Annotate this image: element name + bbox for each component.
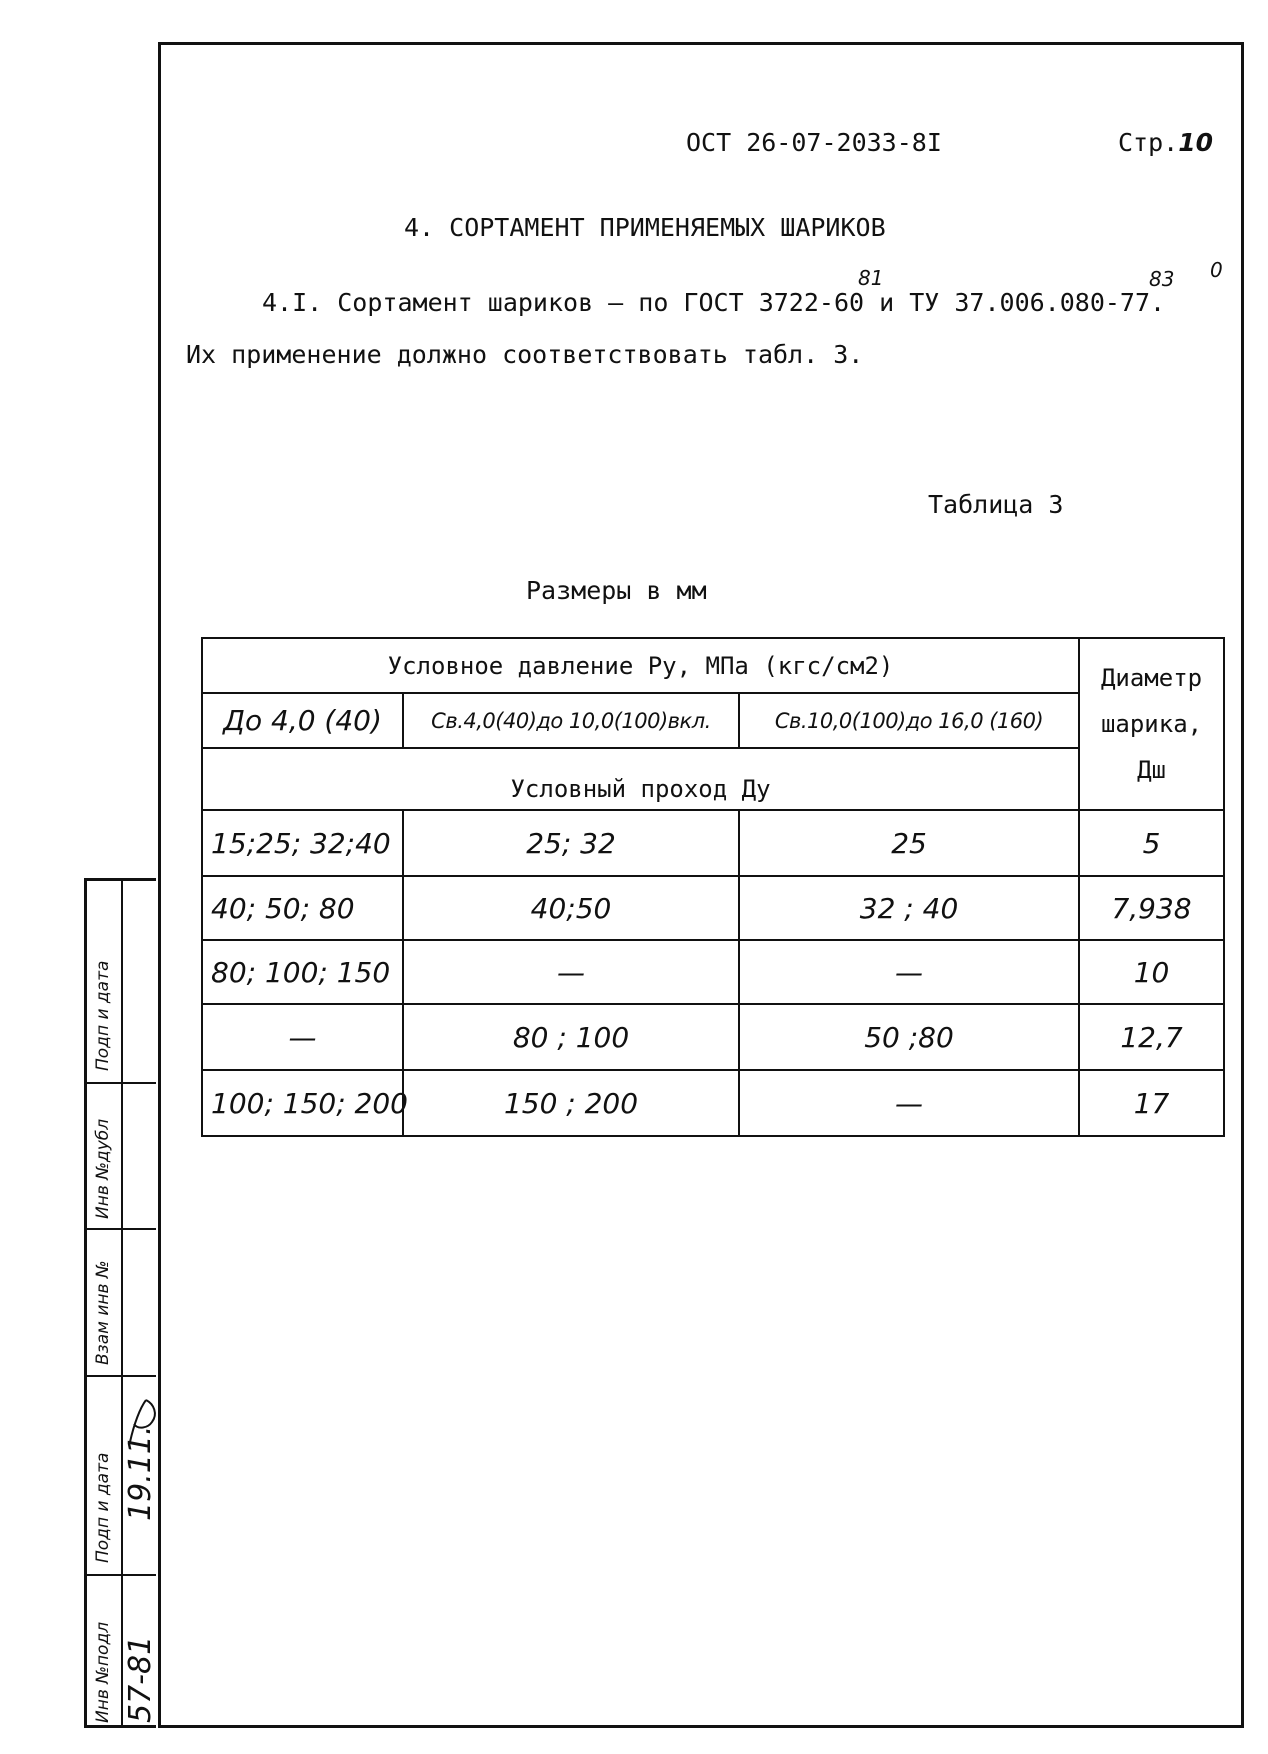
row3-col3: — [739, 940, 1079, 1004]
correction-gost-year: 81 [858, 266, 884, 290]
row2-col1: 40; 50; 80 [202, 876, 403, 940]
row1-diameter: 5 [1079, 810, 1224, 876]
table-row [202, 940, 1224, 1004]
table-units: Размеры в мм [526, 576, 707, 605]
paragraph-line-1: 4.I. Сортамент шариков – по ГОСТ 3722-60 и ТУ 37.006.080-77. [262, 288, 1166, 317]
page-number-block [1118, 128, 1213, 157]
sidebar-separator [87, 1574, 156, 1576]
header-pressure: Условное давление Ру, МПа (кгс/см2) [202, 638, 1079, 693]
sidebar-label-replace-inv: Взам инв № [93, 1260, 113, 1365]
row2-col3: 32 ; 40 [739, 876, 1079, 940]
row3-col1: 80; 100; 150 [202, 940, 403, 1004]
handwritten-date: 19.11. [123, 1425, 158, 1521]
row3-col2: — [403, 940, 739, 1004]
row2-diameter: 7,938 [1079, 876, 1224, 940]
row5-diameter: 17 [1079, 1070, 1224, 1136]
row5-col1: 100; 150; 200 [202, 1070, 403, 1136]
page-number: 10 [1178, 128, 1214, 157]
row5-col3: — [739, 1070, 1079, 1136]
sidebar-label-dup-inv: Инв №дубл [93, 1118, 113, 1219]
table-row [202, 810, 1224, 876]
row4-col2: 80 ; 100 [403, 1004, 739, 1070]
header-diameter-line3: Дш [1137, 756, 1166, 784]
pressure-range-2: Св.4,0(40)до 10,0(100)вкл. [403, 693, 739, 748]
row4-col1: — [202, 1004, 403, 1070]
row1-col3: 25 [739, 810, 1079, 876]
handwritten-inv-number: 57-81 [123, 1635, 158, 1723]
row1-col2: 25; 32 [403, 810, 739, 876]
pressure-range-1: До 4,0 (40) [202, 693, 403, 748]
header-diameter-line1: Диаметр [1100, 664, 1203, 692]
sidebar-divider [121, 881, 123, 1725]
row5-col2: 150 ; 200 [403, 1070, 739, 1136]
header-diameter-line2: шарика, [1100, 710, 1203, 738]
approval-sidebar [84, 878, 156, 1728]
sidebar-separator [87, 1082, 156, 1084]
header-diameter [1079, 638, 1224, 810]
sidebar-label-sign-date-2: Подп и дата [93, 1452, 113, 1563]
paragraph-line-2: Их применение должно соответствовать табл. 3. [186, 340, 864, 369]
row4-diameter: 12,7 [1079, 1004, 1224, 1070]
table-caption: Таблица 3 [928, 490, 1064, 519]
signature-mark [124, 1394, 164, 1450]
table-row [202, 876, 1224, 940]
sidebar-label-sign-date-1: Подп и дата [93, 960, 113, 1071]
row2-col2: 40;50 [403, 876, 739, 940]
section-title: 4. СОРТАМЕНТ ПРИМЕНЯЕМЫХ ШАРИКОВ [404, 213, 886, 242]
page-prefix: Стр. [1118, 128, 1179, 157]
table-row [202, 1070, 1224, 1136]
row1-col1: 15;25; 32;40 [202, 810, 403, 876]
row3-diameter: 10 [1079, 940, 1224, 1004]
document-code: ОСТ 26-07-2033-8I [686, 128, 942, 157]
sidebar-separator [87, 1228, 156, 1230]
header-passage: Условный проход Ду [202, 748, 1079, 810]
correction-mark: 0 [1210, 258, 1223, 282]
pressure-range-3: Св.10,0(100)до 16,0 (160) [739, 693, 1079, 748]
correction-tu-year: 83 [1149, 267, 1175, 291]
row4-col3: 50 ;80 [739, 1004, 1079, 1070]
sidebar-separator [87, 1375, 156, 1377]
sidebar-label-orig-inv: Инв №подл [93, 1621, 113, 1723]
table-row [202, 1004, 1224, 1070]
ball-size-table [201, 637, 1225, 1137]
